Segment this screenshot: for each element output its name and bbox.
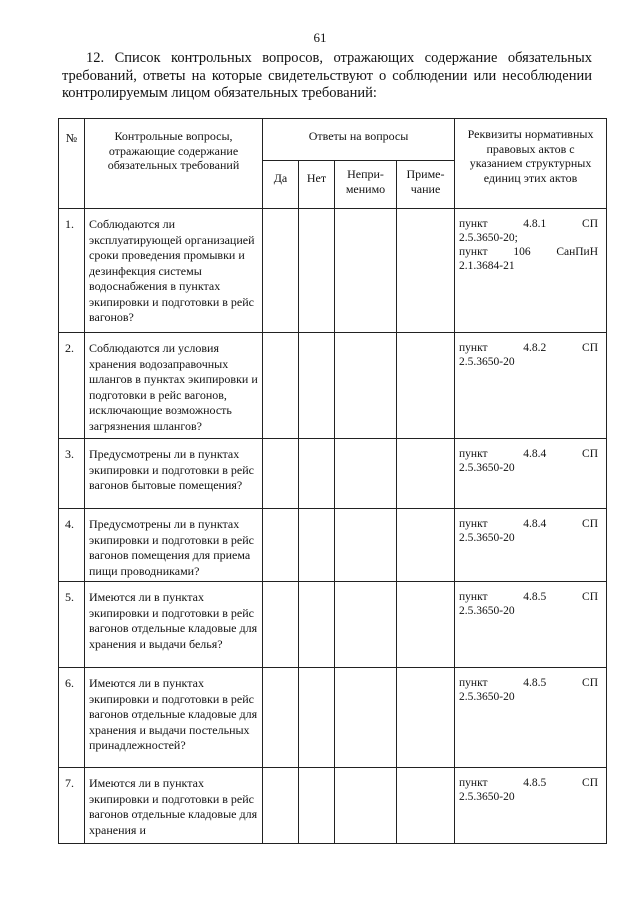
table-row (59, 333, 607, 439)
row-requisites: пункт 4.8.2 СП 2.5.3650-20 (455, 333, 607, 439)
row-number: 3. (59, 439, 85, 509)
header-answers: Ответы на вопросы (263, 119, 455, 161)
section-heading: 12. Список контрольных вопросов, отражающих содержание обязательных требований, ответы на которые свидетельствуют о соблюдении или несоблюдении контролируемым лицом обязательных требований: (62, 50, 592, 101)
answer-note-cell[interactable] (397, 333, 455, 439)
answer-na-cell[interactable] (335, 668, 397, 768)
answer-yes-cell[interactable] (263, 668, 299, 768)
answer-note-cell[interactable] (397, 509, 455, 582)
row-requisites: пункт 4.8.5 СП 2.5.3650-20 (455, 668, 607, 768)
row-question: Имеются ли в пунктах экипировки и подготовки в рейс вагонов отдельные кладовые для хранения и (85, 768, 263, 844)
answer-note-cell[interactable] (397, 582, 455, 668)
row-requisites: пункт 4.8.4 СП 2.5.3650-20 (455, 509, 607, 582)
answer-yes-cell[interactable] (263, 209, 299, 333)
answer-yes-cell[interactable] (263, 439, 299, 509)
table-row (59, 582, 607, 668)
row-number: 6. (59, 668, 85, 768)
row-question: Соблюдаются ли условия хранения водозаправочных шлангов в пунктах экипировки и подготовки в рейс вагонов, исключающие возможность загрязнения шлангов? (85, 333, 263, 439)
row-number: 4. (59, 509, 85, 582)
header-no: Нет (299, 161, 335, 209)
answer-no-cell[interactable] (299, 333, 335, 439)
row-requisites: пункт 4.8.4 СП 2.5.3650-20 (455, 439, 607, 509)
row-number: 7. (59, 768, 85, 844)
header-number: № (59, 119, 85, 209)
answer-no-cell[interactable] (299, 209, 335, 333)
page-number: 61 (313, 30, 327, 45)
answer-yes-cell[interactable] (263, 509, 299, 582)
answer-na-cell[interactable] (335, 439, 397, 509)
answer-na-cell[interactable] (335, 333, 397, 439)
answer-na-cell[interactable] (335, 209, 397, 333)
answer-yes-cell[interactable] (263, 582, 299, 668)
row-question: Имеются ли в пунктах экипировки и подготовки в рейс вагонов отдельные кладовые для хранения и выдачи белья? (85, 582, 263, 668)
table-row (59, 439, 607, 509)
answer-no-cell[interactable] (299, 439, 335, 509)
header-yes: Да (263, 161, 299, 209)
row-requisites: пункт 4.8.5 СП 2.5.3650-20 (455, 582, 607, 668)
row-question: Имеются ли в пунктах экипировки и подготовки в рейс вагонов отдельные кладовые для хранения и выдачи постельных принадлежностей? (85, 668, 263, 768)
header-not-applicable: Непри- менимо (335, 161, 397, 209)
answer-note-cell[interactable] (397, 209, 455, 333)
header-note: Приме- чание (397, 161, 455, 209)
answer-note-cell[interactable] (397, 668, 455, 768)
answer-yes-cell[interactable] (263, 768, 299, 844)
answer-no-cell[interactable] (299, 668, 335, 768)
row-question: Соблюдаются ли эксплуатирующей организацией сроки проведения промывки и дезинфекция системы водоснабжения в пунктах экипировки и подготовки в рейс вагонов? (85, 209, 263, 333)
answer-no-cell[interactable] (299, 509, 335, 582)
answer-na-cell[interactable] (335, 509, 397, 582)
answer-note-cell[interactable] (397, 768, 455, 844)
row-number: 1. (59, 209, 85, 333)
row-question: Предусмотрены ли в пунктах экипировки и подготовки в рейс вагонов бытовые помещения? (85, 439, 263, 509)
answer-na-cell[interactable] (335, 582, 397, 668)
row-requisites: пункт 4.8.1 СП 2.5.3650-20; пункт 106 СанПиН 2.1.3684-21 (455, 209, 607, 333)
table-row (59, 668, 607, 768)
header-question: Контрольные вопросы, отражающие содержание обязательных требований (85, 119, 263, 209)
row-requisites: пункт 4.8.5 СП 2.5.3650-20 (455, 768, 607, 844)
row-question: Предусмотрены ли в пунктах экипировки и подготовки в рейс вагонов помещения для приема пищи проводниками? (85, 509, 263, 582)
answer-no-cell[interactable] (299, 768, 335, 844)
table-row (59, 768, 607, 844)
answer-note-cell[interactable] (397, 439, 455, 509)
answer-no-cell[interactable] (299, 582, 335, 668)
header-requisites: Реквизиты нормативных правовых актов с указанием структурных единиц этих актов (455, 119, 607, 209)
row-number: 2. (59, 333, 85, 439)
table-row (59, 209, 607, 333)
table-row (59, 509, 607, 582)
checklist-table (58, 118, 607, 844)
row-number: 5. (59, 582, 85, 668)
answer-na-cell[interactable] (335, 768, 397, 844)
answer-yes-cell[interactable] (263, 333, 299, 439)
